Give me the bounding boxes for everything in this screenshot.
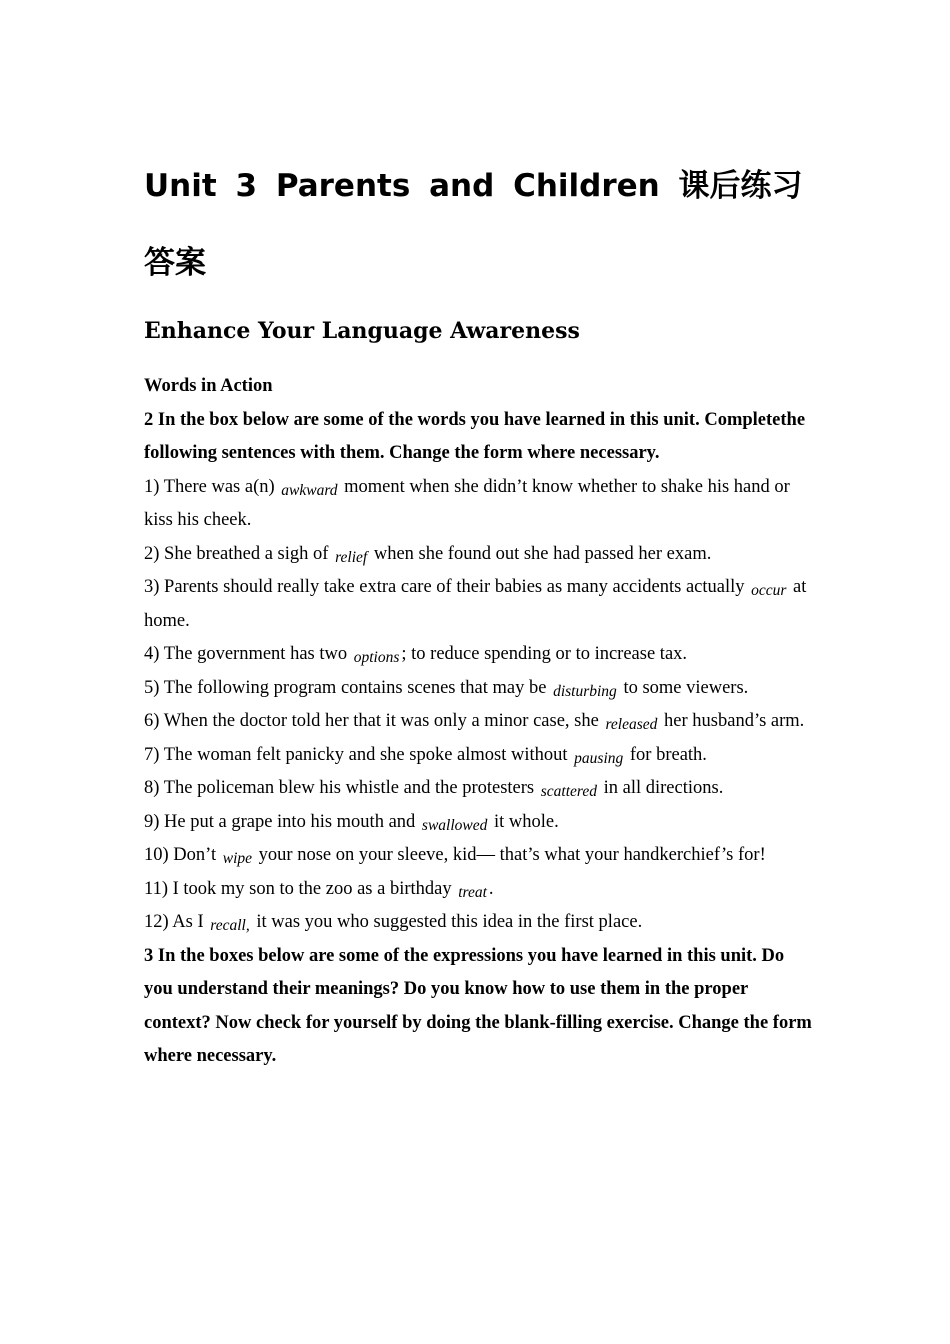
document-body xyxy=(144,370,816,1074)
exercise-2-instruction: 2 In the box below are some of the words you have learned in this unit. Completethe following sentences with them. Change the form where necessary. xyxy=(144,409,806,463)
answer-word: disturbing xyxy=(553,682,617,700)
sentence-item: 1) There was a(n) awkward moment when she didn’t know whether to shake his hand or kiss his cheek. xyxy=(144,476,790,530)
sentence-item: 12) As I recall, it was you who suggested this idea in the first place. xyxy=(144,912,643,934)
sentence-item: 2) She breathed a sigh of relief when she found out she had passed her exam. xyxy=(144,543,712,566)
sentence-item: 9) He put a grape into his mouth and swallowed it whole. xyxy=(144,811,559,834)
answer-word: treat xyxy=(458,883,487,901)
answer-word: occur xyxy=(751,582,787,599)
answer-word: recall, xyxy=(210,917,250,934)
sentence-item: 4) The government has two options ; to reduce spending or to increase tax. xyxy=(144,644,688,666)
sentence-item: 8) The policeman blew his whistle and the protesters scattered in all directions. xyxy=(144,778,724,800)
sentence-item: 6) When the doctor told her that it was only a minor case, she released her husband’s arm. xyxy=(144,711,805,733)
exercise-3-instruction: 3 In the boxes below are some of the expressions you have learned in this unit. Do you understand their meanings? Do you know how to use them in the proper context? Now check for yourself by doing the blank-filling exercise. Change the form where necessary. xyxy=(144,945,812,1066)
sentence-item: 3) Parents should really take extra care of their babies as many accidents actually occur at home. xyxy=(144,577,807,631)
answer-word: scattered xyxy=(540,783,597,800)
page-title: Unit 3 Parents and Children 课后练习答案 xyxy=(144,168,803,281)
sentence-item: 7) The woman felt panicky and she spoke almost without pausing for breath. xyxy=(144,744,707,767)
subsection-heading: Words in Action xyxy=(144,376,273,396)
answer-word: relief xyxy=(335,548,368,566)
answer-word: swallowed xyxy=(421,816,488,834)
answer-word: wipe xyxy=(222,850,253,867)
sentence-item: 11) I took my son to the zoo as a birthday treat . xyxy=(144,878,494,901)
sentence-item: 5) The following program contains scenes that may be disturbing to some viewers. xyxy=(144,677,749,700)
answer-word: awkward xyxy=(281,481,338,499)
sentence-item: 10) Don’t wipe your nose on your sleeve, kid— that’s what your handkerchief’s for! xyxy=(144,845,766,867)
answer-word: released xyxy=(605,716,658,733)
answer-word: pausing xyxy=(574,749,624,767)
section-heading: Enhance Your Language Awareness xyxy=(144,318,580,344)
answer-word: options xyxy=(353,649,400,666)
